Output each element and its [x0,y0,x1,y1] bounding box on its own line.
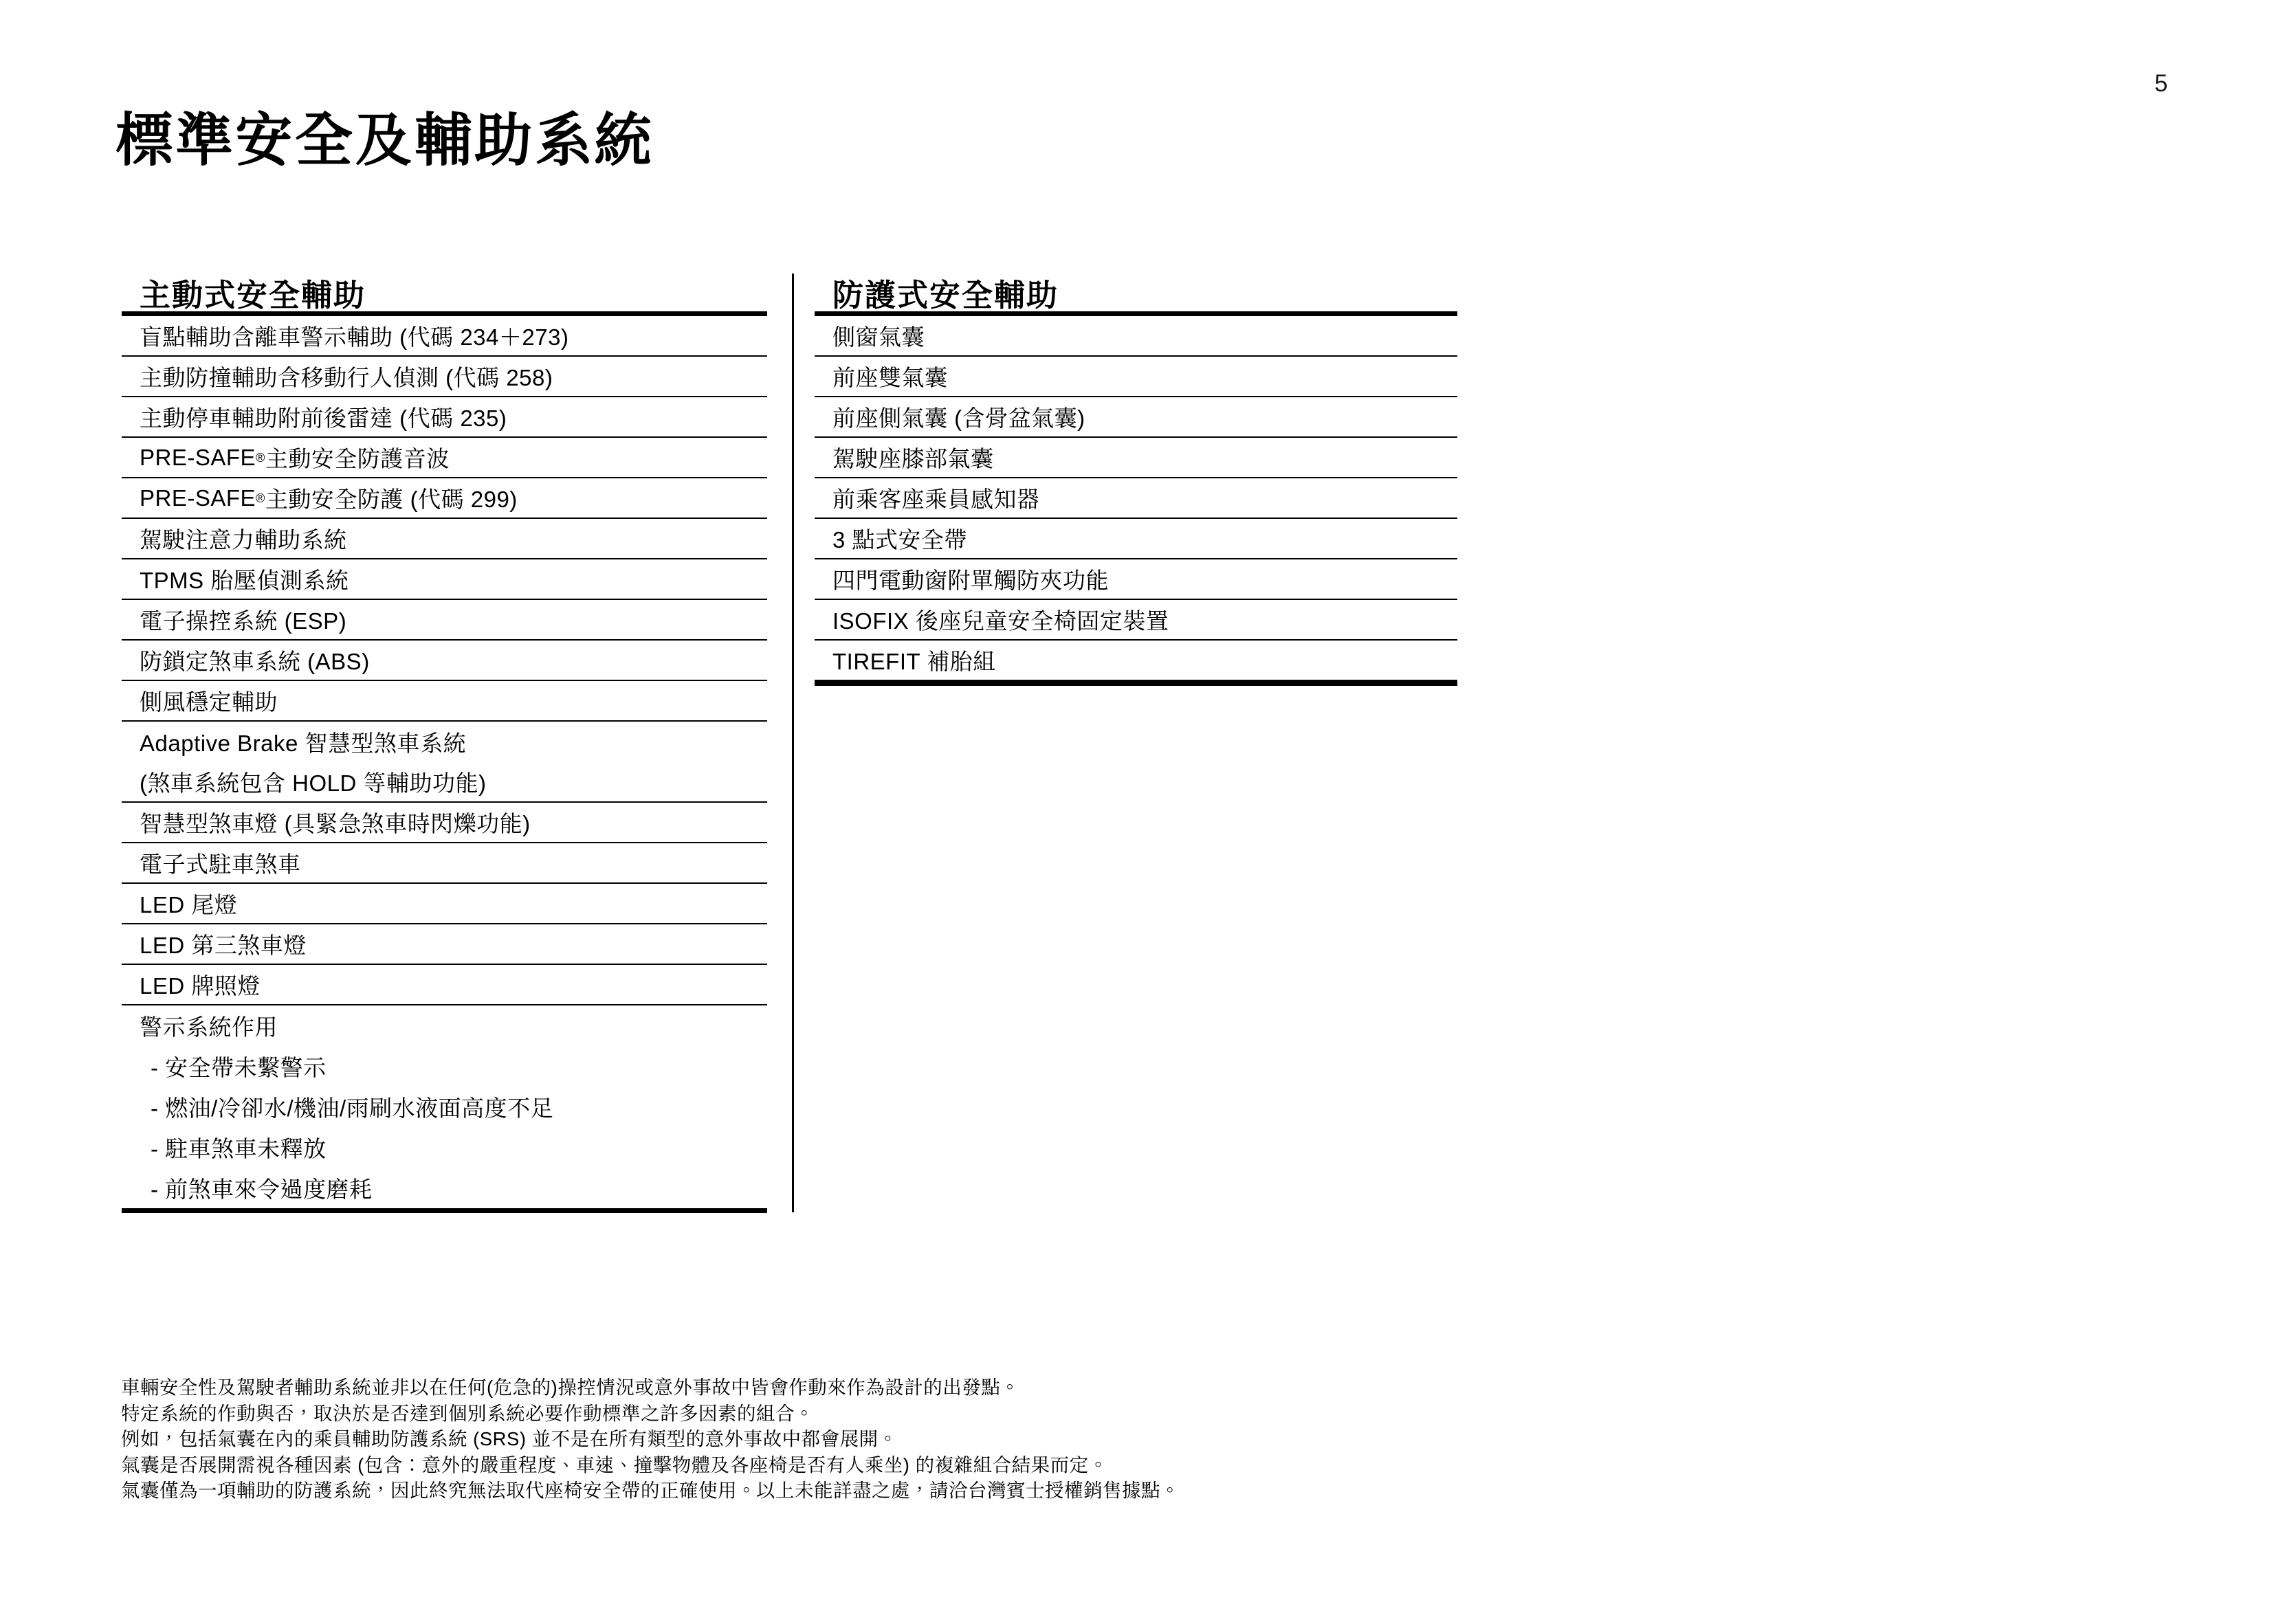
table-row: 駕駛注意力輔助系統 [122,519,767,559]
table-row: LED 牌照燈 [122,965,767,1005]
table-row: 電子式駐車煞車 [122,843,767,884]
table-row: 主動防撞輔助含移動行人偵測 (代碼 258) [122,357,767,397]
footnote-line: 例如，包括氣囊在內的乘員輔助防護系統 (SRS) 並不是在所有類型的意外事故中都會展開。 [121,1428,898,1450]
warning-heading: 警示系統作用 [140,1014,278,1040]
footnotes [121,1375,1180,1504]
table-row: 電子操控系統 (ESP) [122,600,767,641]
footnote-line: 特定系統的作動與否，取決於是否達到個別系統必要作動標準之許多因素的組合。 [121,1402,814,1424]
table-row: 智慧型煞車燈 (具緊急煞車時閃爍功能) [122,803,767,843]
table-row: TIREFIT 補胎組 [815,641,1457,681]
table-row: 前座雙氣囊 [815,357,1457,397]
table-row: LED 尾燈 [122,884,767,924]
table-row: 前乘客座乘員感知器 [815,478,1457,519]
footnote-line: 氣囊是否展開需視各種因素 (包含：意外的嚴重程度、車速、撞擊物體及各座椅是否有人乘坐) 的複雜組合結果而定。 [121,1454,1108,1476]
table-row: 前座側氣囊 (含骨盆氣囊) [815,397,1457,438]
warning-subitem: - 駐車煞車未釋放 [151,1136,327,1161]
active-safety-header: 主動式安全輔助 [122,274,767,316]
table-row: 四門電動窗附單觸防夾功能 [815,559,1457,600]
table-row: 防鎖定煞車系統 (ABS) [122,641,767,681]
active-safety-rows [122,316,767,1213]
passive-safety-rows [815,316,1457,686]
table-row [122,722,767,803]
passive-safety-header: 防護式安全輔助 [815,274,1457,316]
active-safety-table [122,274,767,1213]
passive-safety-table [815,274,1457,686]
table-row: 3 點式安全帶 [815,519,1457,559]
table-row: 側窗氣囊 [815,316,1457,357]
table-row: ISOFIX 後座兒童安全椅固定裝置 [815,600,1457,641]
table-row: 駕駛座膝部氣囊 [815,438,1457,478]
table-row: 盲點輔助含離車警示輔助 (代碼 234＋273) [122,316,767,357]
warning-subitem: - 燃油/冷卻水/機油/雨刷水液面高度不足 [151,1095,554,1121]
column-divider [792,274,794,1212]
warning-subitem: - 前煞車來令過度磨耗 [151,1177,373,1202]
footnote-line: 氣囊僅為一項輔助的防護系統，因此終究無法取代座椅安全帶的正確使用。以上未能詳盡之處，請洽台灣賓士授權銷售據點。 [121,1480,1180,1502]
warning-system-block [122,1005,767,1208]
table-row: 側風穩定輔助 [122,681,767,722]
table-row: LED 第三煞車燈 [122,924,767,965]
table-row: 主動停車輔助附前後雷達 (代碼 235) [122,397,767,438]
row-line: Adaptive Brake 智慧型煞車系統 [140,730,466,756]
table-row: PRE-SAFE ® 主動安全防護音波 [122,438,767,478]
table-row: PRE-SAFE ® 主動安全防護 (代碼 299) [122,478,767,519]
page-title: 標準安全及輔助系統 [115,109,654,173]
footnote-line: 車輛安全性及駕駛者輔助系統並非以在任何(危急的)操控情況或意外事故中皆會作動來作為設計的出發點。 [121,1377,1020,1398]
warning-subitem: - 安全帶未繫警示 [151,1055,327,1080]
table-row: TPMS 胎壓偵測系統 [122,559,767,600]
page-number: 5 [2154,70,2168,97]
row-line: (煞車系統包含 HOLD 等輔助功能) [140,770,487,796]
